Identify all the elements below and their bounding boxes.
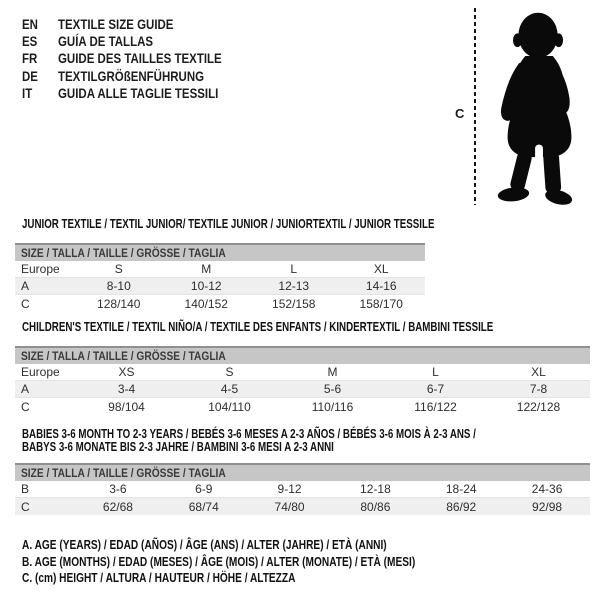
row-value-cell: 12-13 [278,279,310,293]
row-value-cell: 14-16 [365,279,397,293]
row-value-cell: 116/122 [414,399,457,414]
size-table-children [15,320,590,415]
row-value-cell: 12-18 [360,482,391,496]
row-value-cell: 18-24 [445,482,477,496]
row-value-cell: 62/68 [102,499,133,514]
language-code: DE [22,67,38,84]
table-title-line: JUNIOR TEXTILE / TEXTIL JUNIOR/ TEXTILE JUNIOR / JUNIORTEXTIL / JUNIOR TESSILE [22,216,435,231]
row-value-cell: 4-5 [220,382,239,396]
footnotes [22,537,526,587]
row-label-cell: C [21,399,30,414]
language-title-list [22,16,258,102]
row-value-cell: 86/92 [446,499,477,514]
row-value-cell: 6-7 [426,382,445,396]
row-value-cell: 24-36 [531,482,563,496]
row-value-cell: 98/104 [108,399,145,414]
table-row [15,481,590,498]
row-value-cell: M [327,365,338,379]
row-value-cell: 104/110 [208,399,251,414]
guide-title-de: TEXTILGRÖßENFÜHRUNG [58,67,205,84]
row-value-cell: 110/116 [311,399,354,414]
row-value-cell: 3-6 [109,482,127,496]
language-row-en [22,16,258,33]
row-value-cell: 80/86 [360,499,391,514]
row-value-cell: 9-12 [277,482,302,496]
row-value-cell: 10-12 [190,279,222,293]
size-header-text: SIZE / TALLA / TAILLE / GRÖSSE / TAGLIA [21,466,226,480]
size-table-babies [15,427,590,515]
row-value-cell: L [290,262,298,276]
guide-title-en: TEXTILE SIZE GUIDE [58,16,174,32]
language-code: ES [22,33,38,50]
table-row [15,295,425,312]
footnote-age-months: B. AGE (MONTHS) / EDAD (MESES) / ÂGE (MOIS) / ALTER (MONATE) / ETÀ (MESI) [22,553,416,569]
table-title-line: CHILDREN'S TEXTILE / TEXTIL NIÑO/A / TEXTILE DES ENFANTS / KINDERTEXTIL / BAMBINI TESSILE [22,319,494,334]
row-value-cell: 74/80 [274,499,305,514]
size-header-bar [15,346,590,364]
language-row-de [22,68,258,85]
size-header-text: SIZE / TALLA / TAILLE / GRÖSSE / TAGLIA [21,349,226,363]
row-value-cell: 152/158 [272,296,316,311]
size-header-bar [15,243,425,261]
row-value-cell: XS [118,365,135,379]
language-row-es [22,33,258,50]
row-value-cell: 6-9 [195,482,213,496]
table-row [15,261,425,278]
row-label-cell: C [21,296,30,311]
language-code: IT [22,84,33,101]
row-value-cell: 5-6 [323,382,342,396]
row-value-cell: L [432,365,439,379]
row-value-cell: 158/170 [359,296,403,311]
table-title [22,320,590,333]
height-measure-dashed-line [474,8,476,205]
row-value-cell: S [225,365,234,379]
table-title-line: BABYS 3-6 MONATE BIS 2-3 JAHRE / BAMBINI 3-6 MESI A 2-3 ANNI [22,439,334,454]
row-label-cell: C [21,499,30,514]
row-label-cell: A [21,382,30,396]
footnote-age-years: A. AGE (YEARS) / EDAD (AÑOS) / ÂGE (ANS) / ALTER (JAHRE) / ETÀ (ANNI) [22,537,387,552]
table-title-line: BABIES 3-6 MONTH TO 2-3 YEARS / BEBÉS 3-6 MESES A 2-3 AÑOS / BÉBÉS 3-6 MOIS À 2-3 ANS / [22,426,476,441]
row-value-cell: XL [531,365,546,379]
size-header-text: SIZE / TALLA / TAILLE / GRÖSSE / TAGLIA [21,246,226,260]
row-value-cell: 140/152 [184,296,228,311]
table-row [15,381,590,398]
row-label-cell: Europe [21,262,60,276]
language-row-it [22,85,258,102]
table-row [15,398,590,415]
row-value-cell: 92/98 [532,499,563,514]
table-row [15,364,590,381]
row-value-cell: 68/74 [188,499,219,514]
row-value-cell: S [114,262,123,276]
size-table-junior [15,216,435,312]
table-title [22,216,435,231]
guide-title-it: GUIDA ALLE TAGLIE TESSILI [58,84,219,101]
row-value-cell: 8-10 [106,279,131,293]
row-value-cell: XL [373,262,389,276]
table-rows [15,481,590,515]
row-label-cell: B [21,482,30,496]
footnote-height-cm: C. (cm) HEIGHT / ALTURA / HAUTEUR / HÖHE / ALTEZZA [22,570,296,585]
table-rows [15,364,590,415]
table-title [22,427,590,453]
guide-title-es: GUÍA DE TALLAS [58,33,154,50]
table-row [15,498,590,515]
row-value-cell: 7-8 [529,382,548,396]
row-value-cell: 122/128 [516,399,561,414]
row-label-cell: Europe [21,365,60,379]
language-row-fr [22,50,258,67]
guide-title-fr: GUIDE DES TAILLES TEXTILE [58,50,222,67]
height-measure-label: C [455,106,465,121]
size-header-bar [15,463,590,481]
row-value-cell: M [201,262,212,276]
baby-silhouette-icon [486,9,594,207]
language-code: FR [22,50,38,67]
table-rows [15,261,425,312]
language-code: EN [22,16,38,32]
row-value-cell: 3-4 [117,382,136,396]
table-row [15,278,425,295]
row-label-cell: A [21,279,30,293]
row-value-cell: 128/140 [97,296,141,311]
